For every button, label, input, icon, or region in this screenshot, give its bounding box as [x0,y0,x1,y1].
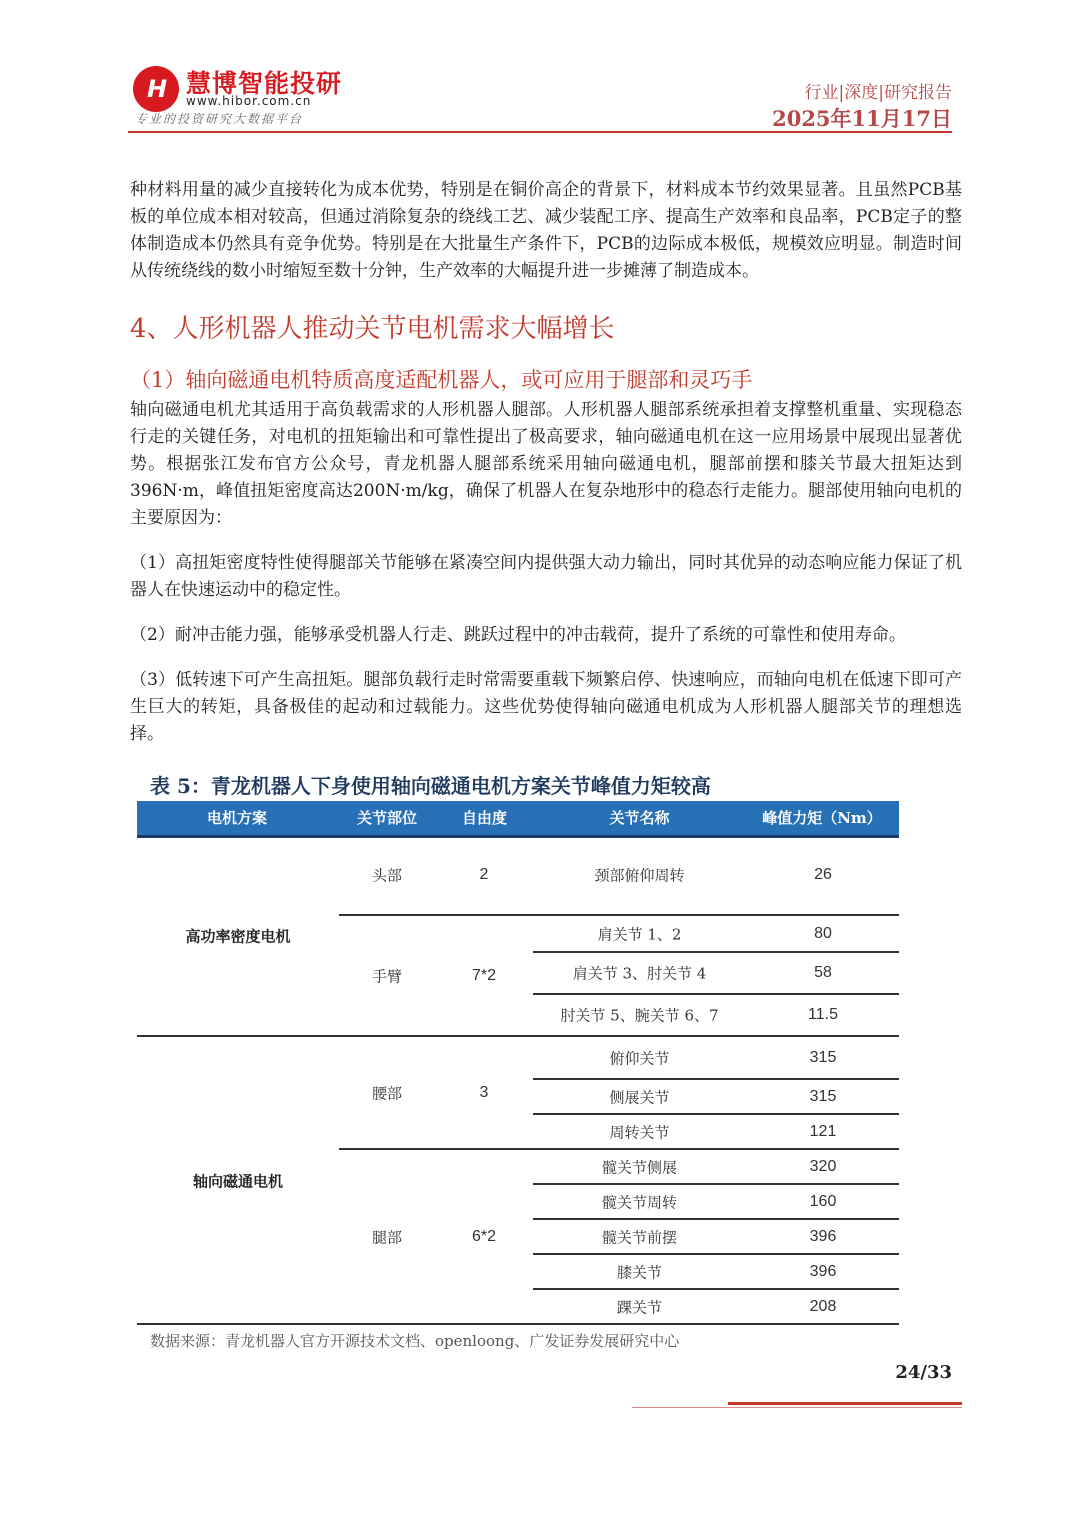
table-cell: 2 [479,866,489,883]
table-cell: 396 [809,1263,837,1280]
table-cell: 手臂 [371,967,402,986]
footer-divider [632,1407,962,1408]
table-cell: 髋关节周转 [601,1193,677,1212]
table-cell: 周转关节 [609,1123,670,1142]
table-rule [533,1253,899,1255]
table-cell: 膝关节 [616,1263,662,1282]
header-divider [128,131,952,133]
column-header: 自由度 [461,809,507,827]
table-rule [533,951,899,953]
section-heading: 4、人形机器人推动关节电机需求大幅增长 [130,314,615,344]
table-cell: 肩关节 1、2 [597,925,682,944]
logo-slogan: 专业的投资研究大数据平台 [135,112,304,126]
table-cell: 髋关节侧展 [601,1158,677,1177]
table-cell: 315 [809,1049,837,1066]
table-rule [533,1288,899,1290]
table-cell: 26 [814,866,832,883]
table-cell: 11.5 [808,1006,838,1023]
table-cell: 208 [809,1298,837,1315]
table-title: 表 5：青龙机器人下身使用轴向磁通电机方案关节峰值力矩较高 [150,774,711,798]
table-rule [137,1035,899,1037]
table-cell: 侧展关节 [609,1088,670,1107]
table-cell: 3 [479,1084,489,1101]
column-header: 电机方案 [206,809,267,827]
column-header: 关节部位 [356,809,417,827]
table-cell: 俯仰关节 [609,1049,670,1068]
column-header: 峰值力矩（Nm） [762,809,882,827]
intro-paragraph: 种材料用量的减少直接转化为成本优势，特别是在铜价高企的背景下，材料成本节约效果显著。且虽然PCB基板的单位成本相对较高，但通过消除复杂的绕线工艺、减少装配工序、提高生产效率和良品率，PCB定子的整体制造成本仍然具有竞争优势。特别是在大批量生产条件下，PCB的边际成本极低，规模效应明显。制造时间从传统绕线的数小时缩短至数十分钟，生产效率的大幅提升进一步摊薄了制造成本。 [130,180,962,281]
table-rule [137,1323,899,1325]
table-cell: 7*2 [471,967,497,984]
table-cell: 396 [809,1228,837,1245]
table-cell: 80 [814,925,832,942]
logo-name: 慧博智能投研 [186,69,343,98]
table-rule [339,1148,899,1150]
table-cell: 6*2 [471,1228,497,1245]
point-3: （3）低转速下可产生高扭矩。腿部负载行走时常需要重载下频繁启停、快速响应，而轴向电机在低速下即可产生巨大的转矩，具备极佳的起动和过载能力。这些优势使得轴向磁通电机成为人形机器人腿部关节的理想选择。 [130,670,962,744]
table-source: 数据来源：青龙机器人官方开源技术文档、openloong、广发证券发展研究中心 [150,1332,680,1350]
logo-url: www.hibor.com.cn [186,94,312,108]
hibor-logo-icon: H [133,66,179,112]
table-cell: 头部 [371,866,402,885]
report-date: 2025年11月17日 [772,106,952,131]
table-cell: 腰部 [371,1084,402,1103]
point-2: （2）耐冲击能力强，能够承受机器人行走、跳跃过程中的冲击载荷，提升了系统的可靠性和使用寿命。 [130,625,906,645]
table-cell: 160 [809,1193,837,1210]
table-cell: 肩关节 3、肘关节 4 [572,964,707,983]
table-rule [533,1113,899,1115]
point-1: （1）高扭矩密度特性使得腿部关节能够在紧凑空间内提供强大动力输出，同时其优异的动态响应能力保证了机器人在快速运动中的稳定性。 [130,553,962,600]
table-cell: 颈部俯仰周转 [594,866,685,885]
table-cell: 320 [809,1158,837,1175]
table-cell: 踝关节 [616,1298,662,1317]
table-cell: 轴向磁通电机 [192,1172,283,1191]
table-cell: 髋关节前摆 [601,1228,677,1247]
column-header: 关节名称 [609,809,670,827]
footer-divider [728,1402,962,1405]
table-rule [339,914,899,916]
table-cell: 121 [809,1123,837,1140]
report-type: 行业|深度|研究报告 [804,83,952,103]
table-rule [533,1218,899,1220]
table-rule [533,1183,899,1185]
sub-heading: （1）轴向磁通电机特质高度适配机器人，或可应用于腿部和灵巧手 [130,368,753,392]
table-cell: 58 [814,964,832,981]
table-cell: 肘关节 5、腕关节 6、7 [560,1006,719,1025]
table-rule [533,1078,899,1080]
table-cell: 315 [809,1088,837,1105]
table-header [137,801,899,838]
page-number: 24/33 [895,1362,952,1383]
table-rule [533,993,899,995]
table-cell: 高功率密度电机 [185,927,291,946]
body-paragraph: 轴向磁通电机尤其适用于高负载需求的人形机器人腿部。人形机器人腿部系统承担着支撑整机重量、实现稳态行走的关键任务，对电机的扭矩输出和可靠性提出了极高要求，轴向磁通电机在这一应用场景中展现出显著优势。根据张江发布官方公众号，青龙机器人腿部系统采用轴向磁通电机，腿部前摆和膝关节最大扭矩达到396N·m，峰值扭矩密度高达200N·m/kg，确保了机器人在复杂地形中的稳态行走能力。腿部使用轴向电机的主要原因为： [130,400,962,528]
table-cell: 腿部 [371,1228,402,1247]
